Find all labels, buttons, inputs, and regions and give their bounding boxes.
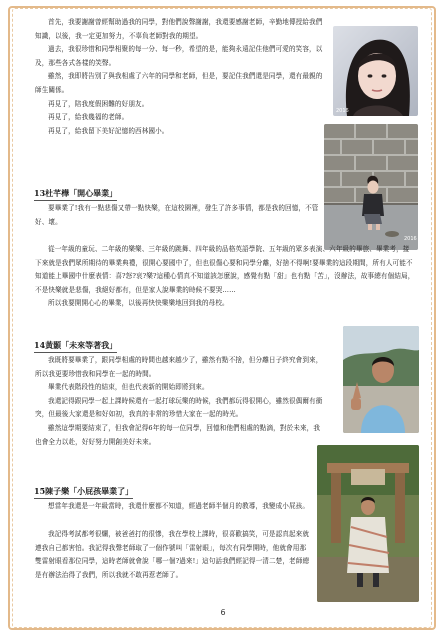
photo-stamp: 2016 [336, 108, 349, 114]
paragraph: 我既將要畢業了，跟同學相處的時間也越來越少了，雖然有點不捨，但分離日子終究會到來，所以我更要珍惜我和同學在一起的時間。 [35, 356, 323, 378]
paragraph: 再見了，給我幾福的老師。 [48, 113, 129, 122]
boy-blanket-image [317, 445, 419, 602]
section-heading: 14黃顥「未來等著我」 [34, 340, 117, 353]
girl-squatting-image [324, 124, 418, 250]
paragraph: 再見了，給我留下美好記憶的西林國小。 [48, 126, 169, 135]
photo-stamp: 2016 [404, 236, 417, 242]
paragraph: 畢業代表階段性的結束，但也代表新的開始即將到來。 [48, 383, 209, 392]
paragraph: 再見了，陪我度假困難的好朋友。 [48, 99, 149, 108]
section1-text [35, 16, 327, 138]
paragraph: 過去，我很珍惜和同學相聚的每一分、每一秒，希望的是，能夠永遠記住他們可愛的笑容，以及，那些各式各樣的笑聲。 [35, 45, 323, 67]
paragraph: 所以我要開開心心的畢業，以後再快快樂樂地回到我的母校。 [48, 299, 229, 308]
section3-text [35, 354, 325, 449]
paragraph: 想當年我還是一年級當時，我還什麼都不知道，經過老師半個月的教導，我變成小屁孩。 [48, 502, 310, 510]
girl-portrait-image [333, 26, 418, 116]
section-heading: 13杜芊樺「開心畢業」 [34, 188, 117, 201]
paragraph: 要畢業了!我有一點悲傷又帶一點快樂，在這校園裡，發生了許多事情，都是我的回憶，不管好、壞。 [35, 204, 319, 226]
section4-text [35, 500, 311, 514]
page-number: 6 [220, 608, 226, 617]
paragraph: 從一年級的童玩、二年級的樂樂、三年級的跳舞、四年級的品格英語學院、五年級的眾多表演、六年級的畢旅、畢業考，接下來就是我們眾所期待的畢業典禮，很開心要國中了，但也很傷心要和同學分離，好捨不得啊!要畢業的這段期間，所有人可能不知道能上畢國中什麼表情：喜?怒?哀?樂?這種心情真不知道該怎麼說，感覺有點「甜」也有點「苦」，沒辦法，故事總有個結局，不是快樂就是悲傷，我絕好都有，但是家人說畢業的時候不要哭…… [35, 245, 415, 294]
paragraph: 首先，我要謝謝曾經幫助過我的同學，對他們說聲謝謝，我還要感謝老師，辛勤地傳授給我們知識，以後，我一定更加努力，不辜負老師對我的期望。 [35, 18, 323, 40]
paragraph: 我記得考試都考很爛，被爸爸打的很慘，我在學校上課時，很喜歡搞笑，可是認真起來就連我自己都害怕。我記得我聲老師取了一個作號叫「雷射眼」，每次有同學開時，他就會用那雙雷射眼看那位同學，這時老師就會說「哪一個?過來!」這句話我們經記得一清二楚，老師總是有辦法治得了我們，所以我就不敢再惹老師了。 [35, 530, 310, 579]
paragraph: 雖然這學期要結束了，但我會記得6年的每一位同學，回憶和他們相處的點滴，對於未來，我也會全力以赴，好好努力開創美好未來。 [35, 423, 321, 446]
section2-text [35, 243, 415, 311]
paragraph: 雖然，我即將告別了與我相處了六年的同學和老師，但是，要記住我們還是同學，還有最親的師生關係。 [35, 72, 323, 94]
section-heading: 15陳子樂「小屁孩畢業了」 [34, 486, 133, 499]
boy-blanket-photo [317, 445, 419, 602]
boy-image [343, 326, 419, 433]
boy-photo [343, 326, 419, 433]
girl-squatting-photo [324, 124, 418, 250]
girl-portrait-photo [333, 26, 418, 116]
section2-text-top [35, 202, 321, 229]
paragraph: 我還記得跟同學一起上課時候還有一起打球玩樂的時候，我們都玩得很開心，雖然很偶爾有衝突，但最後大家還是和好如初，我真的非常的珍惜大家在一起的時光。 [35, 396, 323, 419]
section4-text-2 [35, 528, 311, 582]
